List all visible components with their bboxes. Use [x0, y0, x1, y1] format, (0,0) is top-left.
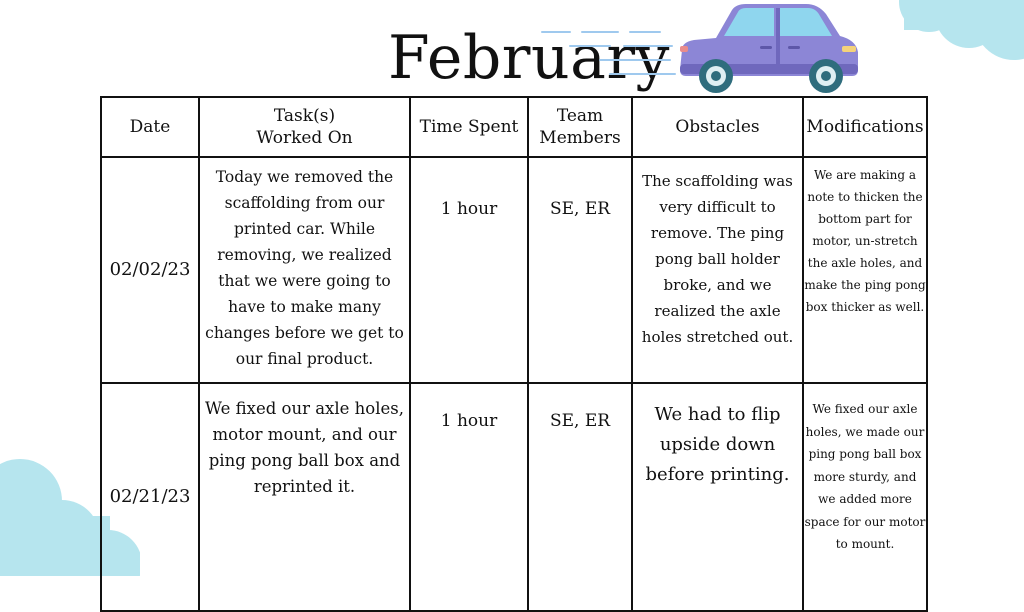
cell-time: 1 hour [410, 157, 528, 383]
cell-team: SE, ER [528, 383, 632, 611]
cell-obstacles: We had to flip upside down before printing. [632, 383, 803, 611]
header-time: Time Spent [410, 97, 528, 157]
header-modifications: Modifications [803, 97, 927, 157]
header-team-line2: Members [539, 128, 621, 148]
header-task-line2: Worked On [256, 128, 353, 148]
cell-modifications: We fixed our axle holes, we made our ping pong ball box more sturdy, and we added more space for our motor to mount. [803, 383, 927, 611]
header-obstacles: Obstacles [632, 97, 803, 157]
header-task-line1: Task(s) [273, 105, 336, 126]
log-table-container [100, 96, 928, 612]
car-icon [676, 2, 862, 94]
cell-time: 1 hour [410, 383, 528, 611]
cell-date: 02/21/23 [101, 383, 199, 611]
header-task [199, 97, 410, 157]
cloud-icon [874, 0, 1024, 60]
cell-task: Today we removed the scaffolding from our printed car. While removing, we realized that we were going to have to make many changes before we get to our final product. [199, 157, 410, 383]
cell-modifications: We are making a note to thicken the bottom part for motor, un-stretch the axle holes, and make the ping pong box thicker as well. [803, 157, 927, 383]
cell-date: 02/02/23 [101, 157, 199, 383]
cell-obstacles: The scaffolding was very difficult to remove. The ping pong ball holder broke, and we realized the axle holes stretched out. [632, 157, 803, 383]
table-row [101, 383, 927, 611]
page-title: February [388, 23, 670, 93]
header-team-line1: Team [556, 105, 604, 126]
header-row [101, 97, 927, 157]
header-team [528, 97, 632, 157]
cell-team: SE, ER [528, 157, 632, 383]
table-row [101, 157, 927, 383]
speed-lines-icon [540, 30, 680, 80]
log-table [100, 96, 928, 612]
header-date: Date [101, 97, 199, 157]
cell-task: We fixed our axle holes, motor mount, and our ping pong ball box and reprinted it. [199, 383, 410, 611]
